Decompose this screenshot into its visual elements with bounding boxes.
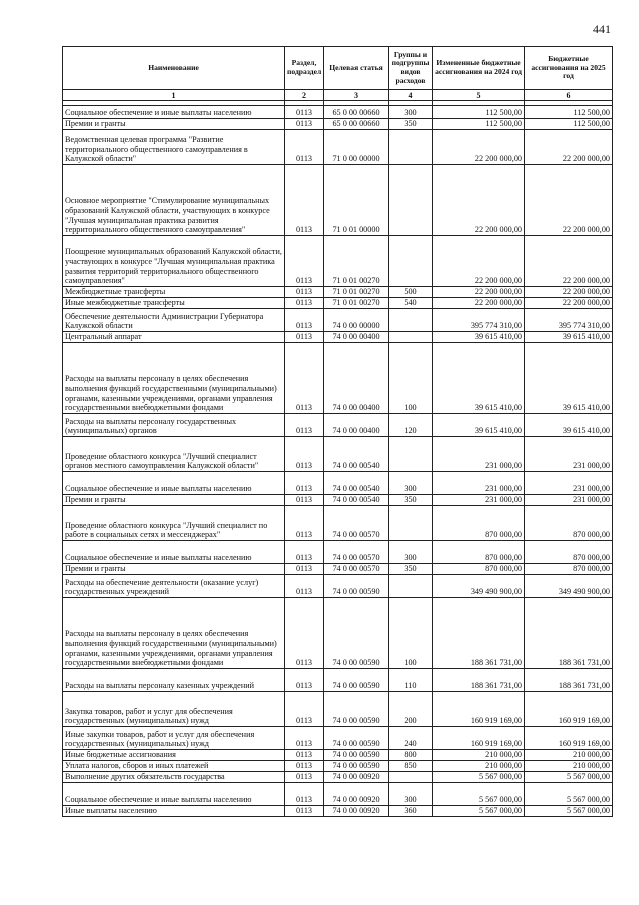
cell-amount-2024: 5 567 000,00 [433, 806, 525, 817]
cell-amount-2025: 160 919 169,00 [525, 727, 613, 750]
table-row [63, 472, 613, 495]
cell-target: 71 0 01 00270 [324, 287, 389, 298]
cell-amount-2024: 39 615 410,00 [433, 414, 525, 437]
cell-amount-2025: 870 000,00 [525, 506, 613, 541]
table-row [63, 437, 613, 472]
cell-name: Иные выплаты населению [63, 806, 285, 817]
header-group: Группы и подгруппы видов расходов [389, 47, 433, 90]
cell-section: 0113 [285, 437, 324, 472]
cell-section: 0113 [285, 332, 324, 343]
cell-name: Выполнение других обязательств государства [63, 772, 285, 783]
cell-name: Проведение областного конкурса "Лучший специалист органов местного самоуправления Калужской области" [63, 437, 285, 472]
table-row [63, 692, 613, 727]
cell-group: 300 [389, 472, 433, 495]
table-row [63, 598, 613, 669]
cell-section: 0113 [285, 783, 324, 806]
cell-group [389, 130, 433, 165]
cell-name: Расходы на выплаты персоналу в целях обеспечения выполнения функций государственными (муниципальными) органами, казенными учреждениями, органами управления государственными внебюджетными фондами [63, 598, 285, 669]
cell-target: 74 0 00 00590 [324, 598, 389, 669]
cell-name: Основное мероприятие "Стимулирование муниципальных образований Калужской области, участвующих в конкурсе "Лучшая муниципальная практика развития территориального общественного самоуправления" [63, 165, 285, 236]
cell-group [389, 309, 433, 332]
cell-name: Премии и гранты [63, 119, 285, 130]
cell-section: 0113 [285, 506, 324, 541]
header-amount-2024: Измененные бюджетные ассигнования на 2024 год [433, 47, 525, 90]
cell-target: 74 0 00 00400 [324, 332, 389, 343]
cell-group: 350 [389, 119, 433, 130]
cell-section: 0113 [285, 472, 324, 495]
cell-name: Ведомственная целевая программа "Развитие территориального общественного самоуправления в Калужской области" [63, 130, 285, 165]
table-row [63, 106, 613, 119]
cell-section: 0113 [285, 692, 324, 727]
cell-group [389, 575, 433, 598]
header-section: Раздел, подраздел [285, 47, 324, 90]
cell-amount-2025: 5 567 000,00 [525, 806, 613, 817]
cell-amount-2025: 231 000,00 [525, 472, 613, 495]
cell-amount-2025: 22 200 000,00 [525, 287, 613, 298]
cell-section: 0113 [285, 298, 324, 309]
cell-target: 74 0 00 00920 [324, 806, 389, 817]
cell-section: 0113 [285, 287, 324, 298]
cell-section: 0113 [285, 541, 324, 564]
cell-amount-2025: 39 615 410,00 [525, 332, 613, 343]
cell-group: 360 [389, 806, 433, 817]
table-row [63, 761, 613, 772]
table-row [63, 236, 613, 287]
cell-group: 850 [389, 761, 433, 772]
cell-name: Уплата налогов, сборов и иных платежей [63, 761, 285, 772]
cell-amount-2024: 349 490 900,00 [433, 575, 525, 598]
header-amount-2025: Бюджетные ассигнования на 2025 год [525, 47, 613, 90]
table-row [63, 783, 613, 806]
cell-section: 0113 [285, 669, 324, 692]
table-row [63, 564, 613, 575]
cell-amount-2024: 112 500,00 [433, 106, 525, 119]
cell-amount-2024: 22 200 000,00 [433, 130, 525, 165]
cell-group: 800 [389, 750, 433, 761]
cell-amount-2025: 39 615 410,00 [525, 343, 613, 414]
cell-group [389, 506, 433, 541]
table-row [63, 414, 613, 437]
cell-target: 74 0 00 00590 [324, 761, 389, 772]
cell-target: 74 0 00 00920 [324, 783, 389, 806]
cell-amount-2024: 210 000,00 [433, 761, 525, 772]
cell-amount-2025: 22 200 000,00 [525, 298, 613, 309]
cell-section: 0113 [285, 750, 324, 761]
table-row [63, 298, 613, 309]
cell-amount-2025: 22 200 000,00 [525, 130, 613, 165]
cell-name: Премии и гранты [63, 495, 285, 506]
cell-amount-2024: 39 615 410,00 [433, 332, 525, 343]
cell-section: 0113 [285, 130, 324, 165]
table-row [63, 669, 613, 692]
cell-target: 74 0 00 00590 [324, 727, 389, 750]
cell-amount-2025: 22 200 000,00 [525, 165, 613, 236]
column-number: 3 [324, 90, 389, 101]
cell-target: 65 0 00 00660 [324, 119, 389, 130]
table-row [63, 495, 613, 506]
table-row [63, 541, 613, 564]
cell-target: 71 0 01 00270 [324, 236, 389, 287]
cell-section: 0113 [285, 598, 324, 669]
cell-section: 0113 [285, 343, 324, 414]
table-row [63, 343, 613, 414]
cell-group: 100 [389, 598, 433, 669]
cell-group [389, 165, 433, 236]
header-row [63, 47, 613, 90]
cell-group: 120 [389, 414, 433, 437]
cell-target: 65 0 00 00660 [324, 106, 389, 119]
table-row [63, 727, 613, 750]
cell-group: 240 [389, 727, 433, 750]
cell-name: Социальное обеспечение и иные выплаты населению [63, 106, 285, 119]
cell-amount-2025: 870 000,00 [525, 564, 613, 575]
cell-section: 0113 [285, 806, 324, 817]
cell-target: 74 0 00 00000 [324, 309, 389, 332]
page-number: 441 [593, 22, 611, 36]
cell-section: 0113 [285, 106, 324, 119]
cell-name: Расходы на выплаты персоналу в целях обеспечения выполнения функций государственными (муниципальными) органами, казенными учреждениями, органами управления государственными внебюджетными фондами [63, 343, 285, 414]
cell-target: 71 0 01 00270 [324, 298, 389, 309]
cell-group [389, 332, 433, 343]
cell-group: 300 [389, 541, 433, 564]
cell-target: 74 0 00 00590 [324, 692, 389, 727]
cell-group [389, 772, 433, 783]
cell-amount-2025: 210 000,00 [525, 750, 613, 761]
cell-amount-2024: 231 000,00 [433, 437, 525, 472]
cell-name: Проведение областного конкурса "Лучший специалист по работе в социальных сетях и мессенджерах" [63, 506, 285, 541]
cell-amount-2024: 231 000,00 [433, 495, 525, 506]
cell-target: 71 0 01 00000 [324, 165, 389, 236]
table-row [63, 750, 613, 761]
cell-amount-2024: 39 615 410,00 [433, 343, 525, 414]
cell-name: Премии и гранты [63, 564, 285, 575]
cell-section: 0113 [285, 564, 324, 575]
cell-amount-2025: 112 500,00 [525, 119, 613, 130]
cell-amount-2024: 22 200 000,00 [433, 236, 525, 287]
cell-amount-2024: 22 200 000,00 [433, 298, 525, 309]
cell-section: 0113 [285, 414, 324, 437]
cell-name: Социальное обеспечение и иные выплаты населению [63, 783, 285, 806]
cell-target: 74 0 00 00590 [324, 750, 389, 761]
cell-name: Иные закупки товаров, работ и услуг для обеспечения государственных (муниципальных) нужд [63, 727, 285, 750]
cell-amount-2025: 5 567 000,00 [525, 772, 613, 783]
cell-amount-2025: 160 919 169,00 [525, 692, 613, 727]
cell-amount-2024: 188 361 731,00 [433, 598, 525, 669]
table-row [63, 806, 613, 817]
cell-name: Обеспечение деятельности Администрации Губернатора Калужской области [63, 309, 285, 332]
cell-name: Социальное обеспечение и иные выплаты населению [63, 472, 285, 495]
cell-name: Центральный аппарат [63, 332, 285, 343]
cell-target: 74 0 00 00540 [324, 437, 389, 472]
cell-amount-2025: 188 361 731,00 [525, 598, 613, 669]
table-row [63, 287, 613, 298]
cell-amount-2025: 210 000,00 [525, 761, 613, 772]
column-number: 2 [285, 90, 324, 101]
cell-section: 0113 [285, 727, 324, 750]
column-number: 1 [63, 90, 285, 101]
cell-amount-2025: 870 000,00 [525, 541, 613, 564]
table-row [63, 165, 613, 236]
cell-group: 350 [389, 564, 433, 575]
cell-target: 74 0 00 00590 [324, 575, 389, 598]
cell-group: 500 [389, 287, 433, 298]
cell-group: 100 [389, 343, 433, 414]
cell-amount-2025: 231 000,00 [525, 495, 613, 506]
table-row [63, 506, 613, 541]
cell-target: 74 0 00 00540 [324, 472, 389, 495]
cell-section: 0113 [285, 495, 324, 506]
cell-target: 74 0 00 00590 [324, 669, 389, 692]
cell-amount-2024: 5 567 000,00 [433, 783, 525, 806]
column-number: 5 [433, 90, 525, 101]
cell-section: 0113 [285, 761, 324, 772]
cell-amount-2024: 160 919 169,00 [433, 692, 525, 727]
cell-name: Расходы на выплаты персоналу казенных учреждений [63, 669, 285, 692]
cell-name: Закупка товаров, работ и услуг для обеспечения государственных (муниципальных) нужд [63, 692, 285, 727]
cell-amount-2024: 22 200 000,00 [433, 287, 525, 298]
cell-section: 0113 [285, 165, 324, 236]
cell-group: 350 [389, 495, 433, 506]
cell-amount-2024: 188 361 731,00 [433, 669, 525, 692]
cell-amount-2024: 22 200 000,00 [433, 165, 525, 236]
cell-section: 0113 [285, 236, 324, 287]
table-row [63, 119, 613, 130]
cell-section: 0113 [285, 119, 324, 130]
cell-target: 74 0 00 00570 [324, 541, 389, 564]
cell-name: Межбюджетные трансферты [63, 287, 285, 298]
cell-section: 0113 [285, 772, 324, 783]
cell-name: Расходы на обеспечение деятельности (оказание услуг) государственных учреждений [63, 575, 285, 598]
cell-amount-2024: 870 000,00 [433, 564, 525, 575]
cell-name: Расходы на выплаты персоналу государственных (муниципальных) органов [63, 414, 285, 437]
cell-target: 71 0 00 00000 [324, 130, 389, 165]
cell-amount-2025: 22 200 000,00 [525, 236, 613, 287]
cell-name: Социальное обеспечение и иные выплаты населению [63, 541, 285, 564]
cell-group [389, 437, 433, 472]
table-row [63, 575, 613, 598]
cell-section: 0113 [285, 309, 324, 332]
cell-name: Поощрение муниципальных образований Калужской области, участвующих в конкурсе "Лучшая муниципальная практика развития территорий территориального общественного самоуправления" [63, 236, 285, 287]
cell-target: 74 0 00 00400 [324, 414, 389, 437]
cell-target: 74 0 00 00920 [324, 772, 389, 783]
header-target: Целевая статья [324, 47, 389, 90]
table-row [63, 772, 613, 783]
cell-target: 74 0 00 00570 [324, 564, 389, 575]
cell-name: Иные бюджетные ассигнования [63, 750, 285, 761]
cell-amount-2024: 210 000,00 [433, 750, 525, 761]
cell-group: 300 [389, 783, 433, 806]
cell-amount-2025: 349 490 900,00 [525, 575, 613, 598]
cell-amount-2024: 870 000,00 [433, 541, 525, 564]
cell-amount-2025: 395 774 310,00 [525, 309, 613, 332]
column-number: 6 [525, 90, 613, 101]
cell-amount-2025: 231 000,00 [525, 437, 613, 472]
cell-target: 74 0 00 00570 [324, 506, 389, 541]
cell-amount-2024: 5 567 000,00 [433, 772, 525, 783]
cell-amount-2024: 870 000,00 [433, 506, 525, 541]
cell-amount-2025: 5 567 000,00 [525, 783, 613, 806]
table-row [63, 332, 613, 343]
cell-group [389, 236, 433, 287]
column-number: 4 [389, 90, 433, 101]
cell-group: 110 [389, 669, 433, 692]
cell-amount-2024: 112 500,00 [433, 119, 525, 130]
cell-group: 300 [389, 106, 433, 119]
cell-name: Иные межбюджетные трансферты [63, 298, 285, 309]
cell-target: 74 0 00 00400 [324, 343, 389, 414]
table-row [63, 309, 613, 332]
budget-table [62, 46, 613, 817]
cell-group: 540 [389, 298, 433, 309]
cell-amount-2024: 160 919 169,00 [433, 727, 525, 750]
cell-amount-2025: 39 615 410,00 [525, 414, 613, 437]
cell-target: 74 0 00 00540 [324, 495, 389, 506]
table-body [63, 106, 613, 817]
cell-section: 0113 [285, 575, 324, 598]
cell-group: 200 [389, 692, 433, 727]
cell-amount-2024: 395 774 310,00 [433, 309, 525, 332]
column-number-row [63, 90, 613, 101]
cell-amount-2025: 112 500,00 [525, 106, 613, 119]
table-row [63, 130, 613, 165]
cell-amount-2024: 231 000,00 [433, 472, 525, 495]
cell-amount-2025: 188 361 731,00 [525, 669, 613, 692]
header-name: Наименование [63, 47, 285, 90]
